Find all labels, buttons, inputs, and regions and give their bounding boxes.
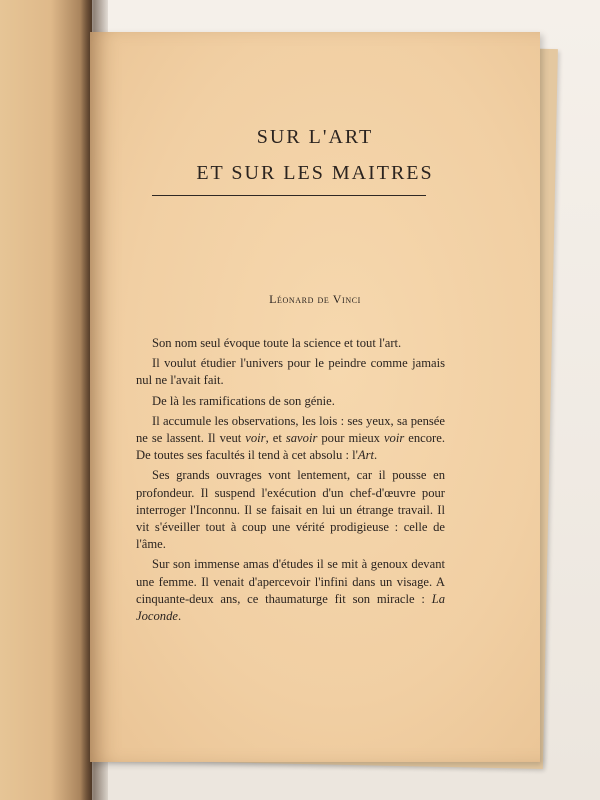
title-rule	[152, 195, 426, 196]
title-line-2: ET SUR LES MAITRES	[196, 162, 434, 184]
paragraph: Il accumule les observations, les lois : ses yeux, sa pensée ne se lassent. Il veut voir, et savoir pour mieux voir encore. De toutes ses facultés il tend à cet absolu : l'Art.	[136, 413, 445, 463]
paragraph: Ses grands ouvrages vont lentement, car il pousse en profondeur. Il suspend l'exécution d'un chef-d'œuvre pour interroger l'Inconnu. Il se faisait en lui un étrange travail. Il vit s'éveiller tout à coup une vérité prodigieuse : celle de l'âme.	[136, 468, 445, 552]
book-page	[90, 32, 540, 762]
paragraph: Il voulut étudier l'univers pour le peindre comme jamais nul ne l'avait fait.	[136, 356, 445, 388]
body-text	[136, 335, 445, 628]
paragraph: De là les ramifications de son génie.	[152, 393, 335, 408]
paragraph: Son nom seul évoque toute la science et tout l'art.	[152, 336, 402, 350]
section-heading: Léonard de Vinci	[269, 292, 361, 306]
title-line-1: SUR L'ART	[256, 126, 374, 148]
left-page	[0, 0, 92, 800]
paragraph: Sur son immense amas d'études il se mit à genoux devant une femme. Il venait d'apercevoir l'infini dans un visage. A cinquante-deux ans, ce thaumaturge fit son miracle : La Joconde.	[136, 557, 445, 624]
